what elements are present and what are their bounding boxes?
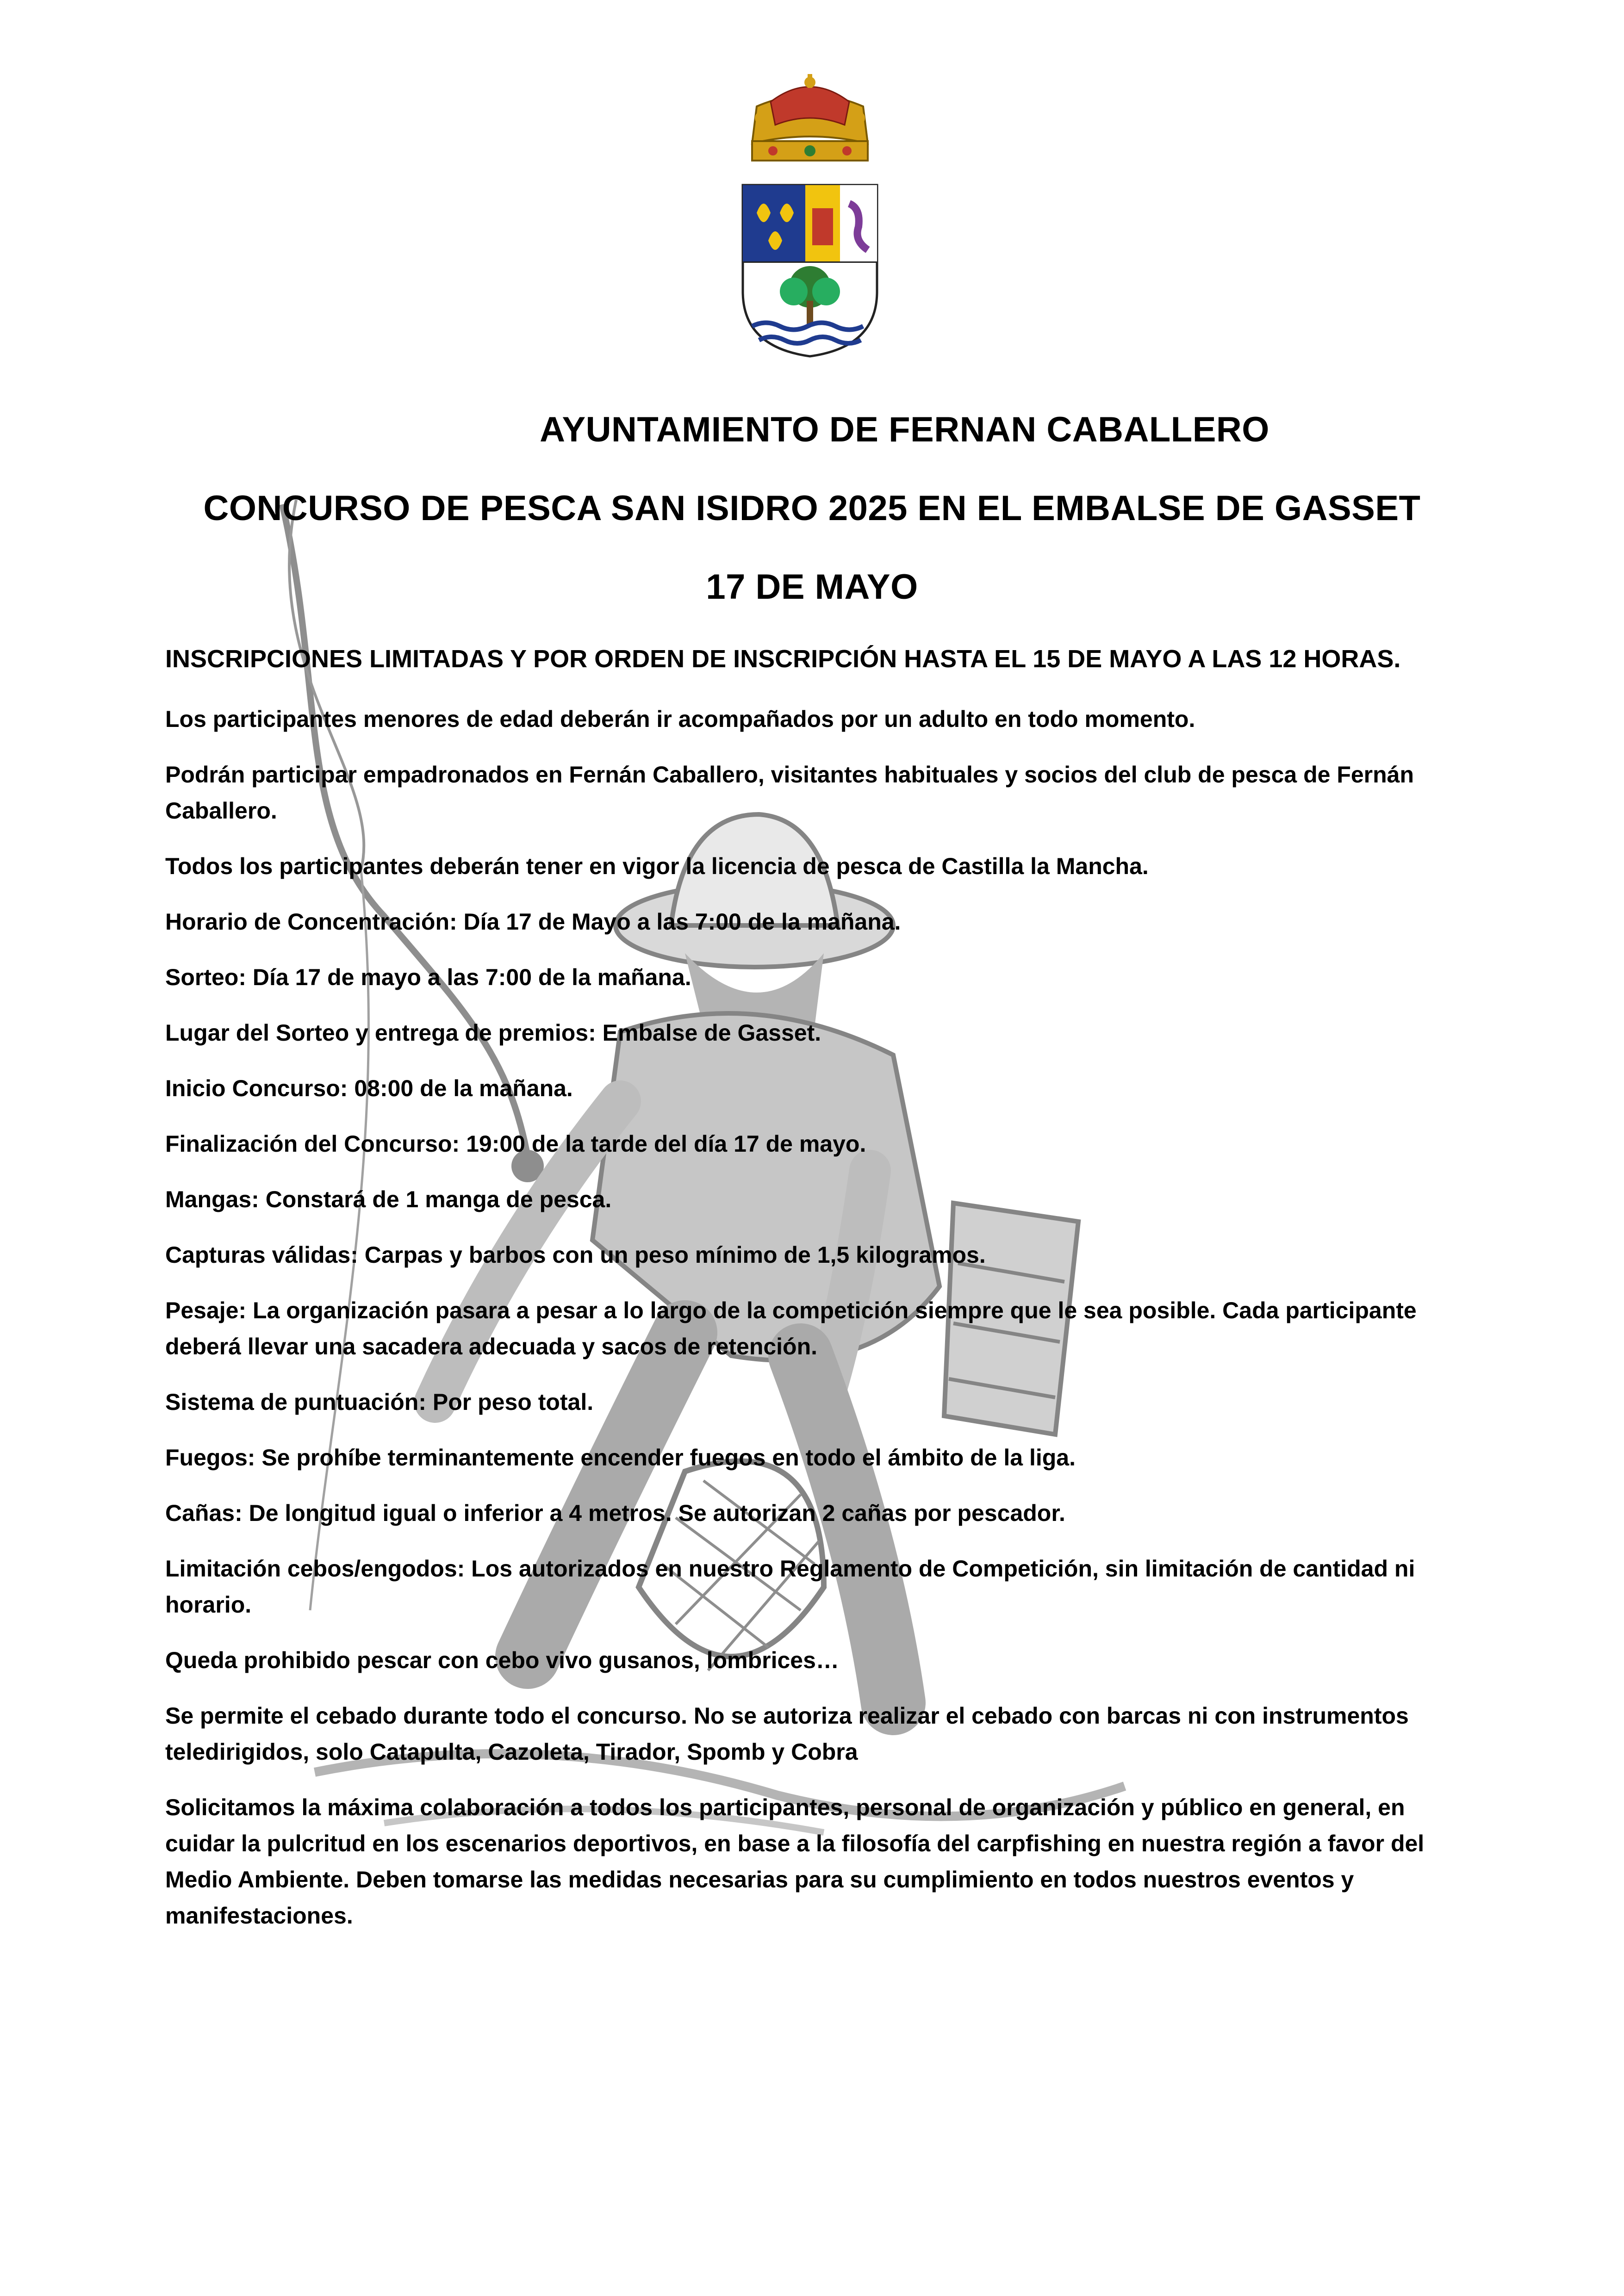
rule-paragraph: Finalización del Concurso: 19:00 de la tarde del día 17 de mayo. bbox=[165, 1131, 866, 1157]
rule-paragraph: Mangas: Constará de 1 manga de pesca. bbox=[165, 1186, 612, 1212]
rule-paragraph: Horario de Concentración: Día 17 de Mayo a las 7:00 de la mañana. bbox=[165, 909, 901, 935]
rule-paragraph: Todos los participantes deberán tener en vigor la licencia de pesca de Castilla la Mancha. bbox=[165, 853, 1149, 879]
rule-paragraph: Cañas: De longitud igual o inferior a 4 metros. Se autorizan 2 cañas por pescador. bbox=[165, 1500, 1065, 1526]
rule-paragraph: Pesaje: La organización pasara a pesar a lo largo de la competición siempre que le sea posible. Cada participante deberá llevar una sacadera adecuada y sacos de retención. bbox=[165, 1297, 1417, 1359]
rules-body bbox=[165, 641, 1461, 1953]
event-title: CONCURSO DE PESCA SAN ISIDRO 2025 EN EL EMBALSE DE GASSET bbox=[203, 489, 1421, 528]
rule-paragraph: Sorteo: Día 17 de mayo a las 7:00 de la mañana. bbox=[165, 964, 691, 990]
event-date: 17 DE MAYO bbox=[706, 567, 918, 607]
rule-paragraph: Podrán participar empadronados en Fernán Caballero, visitantes habituales y socios del club de pesca de Fernán Caballero. bbox=[165, 762, 1414, 824]
rule-paragraph: Limitación cebos/engodos: Los autorizados en nuestro Reglamento de Competición, sin limitación de cantidad ni horario. bbox=[165, 1556, 1415, 1618]
rule-paragraph: Fuegos: Se prohíbe terminantemente encender fuegos en todo el ámbito de la liga. bbox=[165, 1445, 1076, 1471]
rule-paragraph: Inicio Concurso: 08:00 de la mañana. bbox=[165, 1075, 573, 1101]
rule-paragraph: Solicitamos la máxima colaboración a todos los participantes, personal de organización y público en general, en cuidar la pulcritud en los escenarios deportivos, en base a la filosofía del carpfishing en nuestra región a favor del Medio Ambiente. Deben tomarse las medidas necesarias para su cumplimiento en todos nuestros eventos y manifestaciones. bbox=[165, 1794, 1425, 1929]
rule-paragraph: Queda prohibido pescar con cebo vivo gusanos, lombrices… bbox=[165, 1647, 839, 1673]
rule-paragraph: Se permite el cebado durante todo el concurso. No se autoriza realizar el cebado con barcas ni con instrumentos teledirigidos, solo Catapulta, Cazoleta, Tirador, Spomb y Cobra bbox=[165, 1703, 1409, 1765]
registration-notice: INSCRIPCIONES LIMITADAS Y POR ORDEN DE INSCRIPCIÓN HASTA EL 15 DE MAYO A LAS 12 HORAS. bbox=[165, 645, 1401, 673]
rule-paragraph: Sistema de puntuación: Por peso total. bbox=[165, 1389, 594, 1415]
coat-of-arms-icon bbox=[729, 74, 891, 361]
page-title: AYUNTAMIENTO DE FERNAN CABALLERO bbox=[540, 410, 1269, 449]
rule-paragraph: Lugar del Sorteo y entrega de premios: Embalse de Gasset. bbox=[165, 1020, 821, 1046]
rule-paragraph: Los participantes menores de edad deberán ir acompañados por un adulto en todo momento. bbox=[165, 706, 1195, 732]
rule-paragraph: Capturas válidas: Carpas y barbos con un peso mínimo de 1,5 kilogramos. bbox=[165, 1242, 986, 1268]
